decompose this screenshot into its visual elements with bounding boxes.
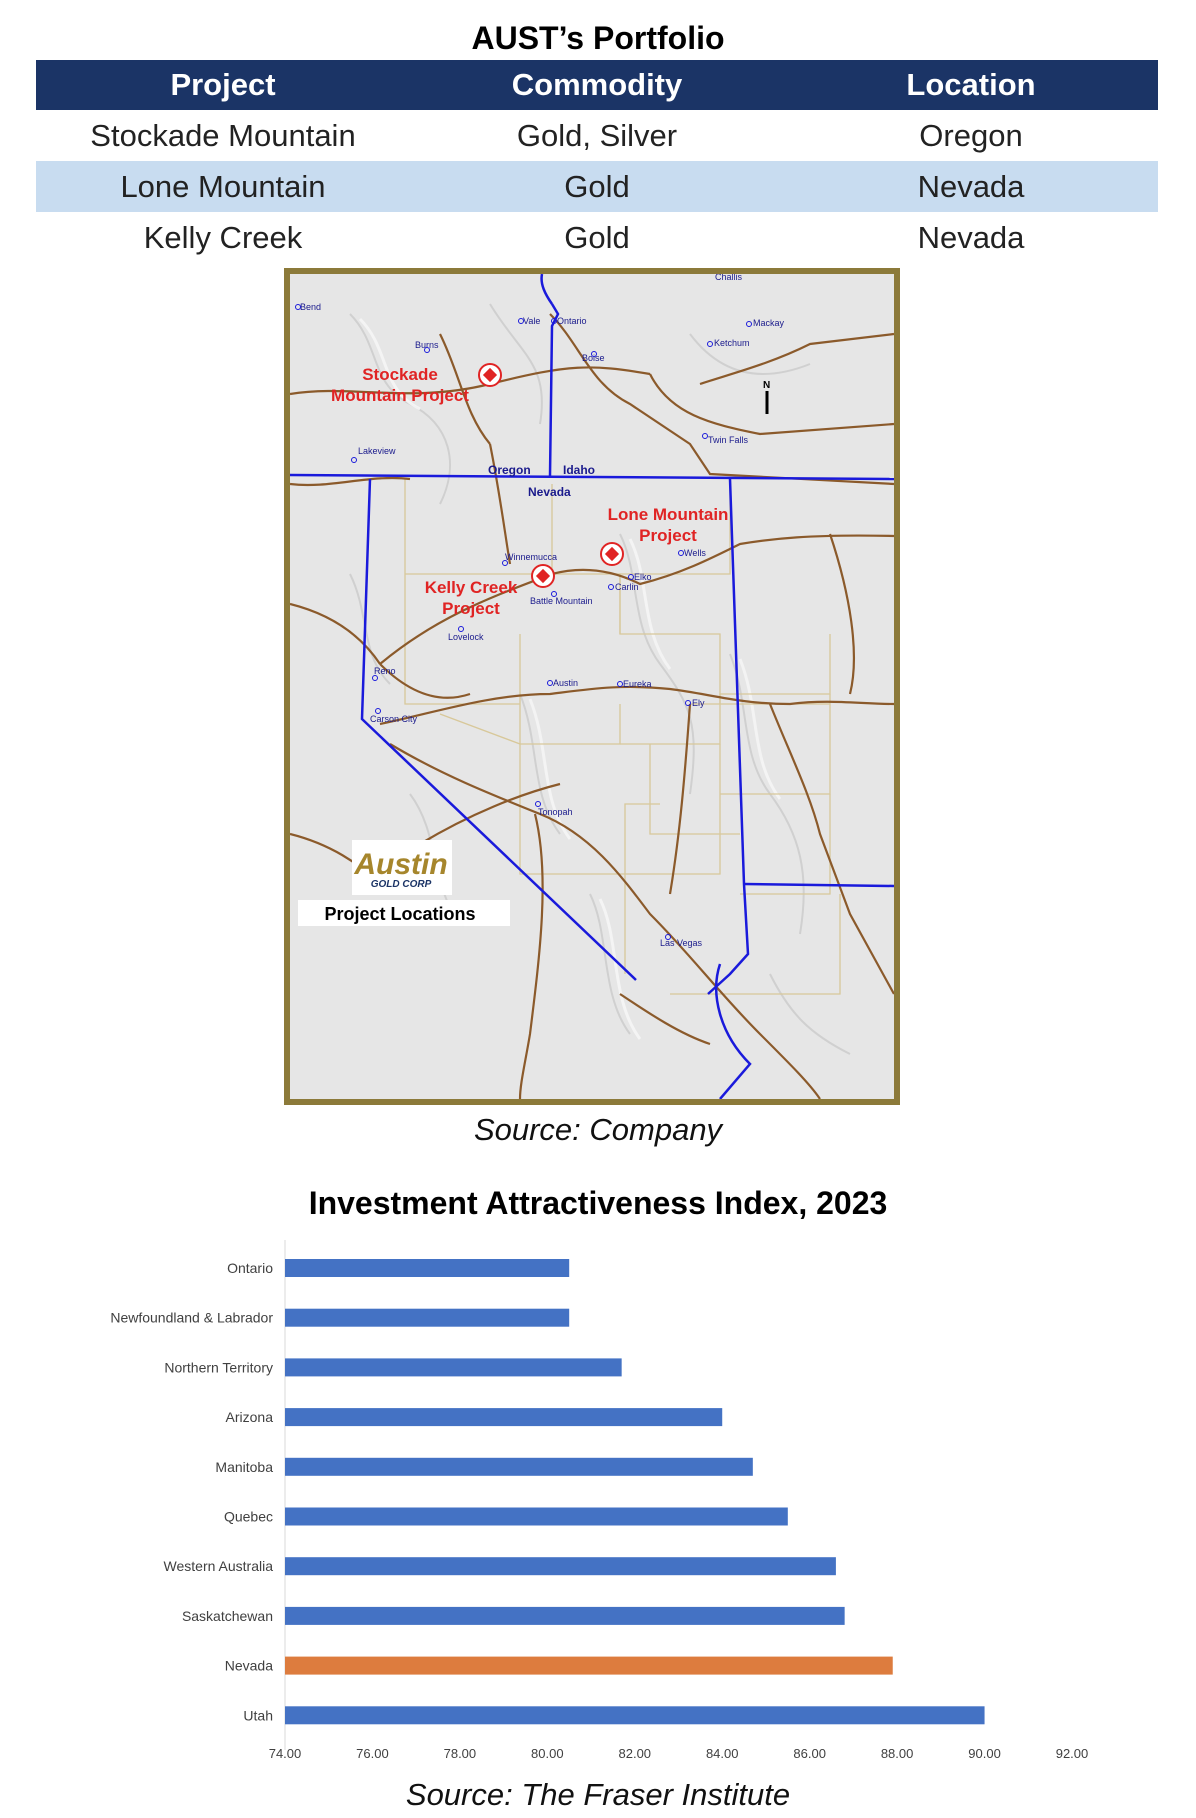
cell-commodity: Gold (564, 219, 630, 255)
cell-project: Lone Mountain (36, 161, 410, 212)
city-lovelock: Lovelock (448, 632, 484, 642)
svg-text:GOLD CORP: GOLD CORP (370, 879, 432, 890)
y-tick-label: Utah (243, 1707, 273, 1724)
bar-utah (285, 1706, 985, 1724)
city-eureka: Eureka (623, 679, 652, 689)
city-ketchum: Ketchum (714, 338, 750, 348)
city-twin-falls: Twin Falls (708, 435, 749, 445)
cell-commodity: Gold (410, 161, 784, 212)
project-marker-lone (601, 543, 623, 565)
city-austin: Austin (553, 678, 579, 688)
x-tick-label: 80.00 (531, 1746, 564, 1761)
bar-northern-territory (285, 1358, 622, 1376)
cell-commodity: Gold, Silver (516, 117, 678, 153)
chart-title: Investment Attractiveness Index, 2023 (308, 1185, 888, 1221)
project-label-stockade: Mountain Project (331, 386, 469, 405)
header-commodity: Commodity (410, 60, 784, 110)
map-caption: Project Locations (324, 904, 476, 924)
bar-ontario (285, 1259, 569, 1277)
table-row (36, 110, 1158, 161)
svg-text:N: N (763, 380, 771, 391)
y-tick-label: Western Australia (163, 1558, 273, 1575)
city-challis: Challis (715, 274, 743, 282)
cell-location: Nevada (784, 161, 1158, 212)
y-tick-label: Quebec (223, 1508, 273, 1525)
bar-western-australia (285, 1557, 836, 1575)
y-tick-label: Ontario (227, 1260, 273, 1276)
city-ontario: Ontario (557, 316, 587, 326)
portfolio-table (36, 60, 1158, 263)
header-project: Project (36, 60, 410, 110)
y-tick-label: Nevada (224, 1657, 273, 1674)
x-tick-label: 92.00 (1055, 1746, 1089, 1761)
bar-newfoundland-labrador (285, 1309, 569, 1327)
bar-chart (0, 1230, 1196, 1770)
x-tick-label: 88.00 (880, 1746, 914, 1761)
project-marker-stockade (479, 364, 501, 386)
portfolio-title: AUST’s Portfolio (471, 20, 725, 56)
city-reno: Reno (374, 666, 396, 676)
project-label-kelly: Project (442, 599, 500, 618)
cell-project: Kelly Creek (143, 219, 303, 255)
bar-nevada (285, 1657, 893, 1675)
city-tonopah: Tonopah (538, 807, 573, 817)
state-oregon: Oregon (488, 463, 531, 477)
cell-location: Oregon (919, 117, 1023, 153)
svg-text:Austin: Austin (354, 848, 448, 881)
city-lakeview: Lakeview (358, 446, 396, 456)
project-label-kelly: Kelly Creek (424, 578, 518, 597)
city-elko: Elko (634, 572, 652, 582)
y-tick-label: Arizona (225, 1409, 273, 1426)
city-winnemucca: Winnemucca (505, 552, 558, 562)
city-battle-mountain: Battle Mountain (530, 596, 593, 606)
bar-manitoba (285, 1458, 753, 1476)
bar-arizona (285, 1408, 722, 1426)
table-header-row (36, 60, 1158, 110)
map-source: Source: Company (473, 1112, 723, 1147)
project-label-stockade: Stockade (362, 365, 438, 384)
cell-project: Stockade Mountain (90, 117, 356, 153)
table-row (36, 212, 1158, 263)
city-carlin: Carlin (615, 582, 639, 592)
city-carson-city: Carson City (370, 714, 418, 724)
x-tick-label: 78.00 (443, 1746, 477, 1761)
y-tick-label: Northern Territory (164, 1359, 273, 1376)
bar-quebec (285, 1508, 788, 1526)
x-tick-label: 84.00 (705, 1746, 739, 1761)
x-tick-label: 90.00 (968, 1746, 1001, 1761)
project-label-lone: Lone Mountain (607, 505, 729, 524)
x-tick-label: 74.00 (268, 1746, 302, 1761)
header-location: Location (784, 60, 1158, 110)
city-mackay: Mackay (753, 318, 785, 328)
x-tick-label: 82.00 (618, 1746, 652, 1761)
project-marker-kelly (532, 565, 554, 587)
project-map (284, 268, 900, 1105)
state-idaho: Idaho (563, 463, 595, 477)
chart-source: Source: The Fraser Institute (405, 1777, 791, 1812)
city-las-vegas: Las Vegas (660, 938, 703, 948)
state-nevada: Nevada (528, 485, 571, 499)
y-tick-label: Saskatchewan (181, 1607, 273, 1624)
city-vale: Vale (523, 316, 541, 326)
city-burns: Burns (415, 340, 439, 350)
x-tick-label: 76.00 (356, 1746, 389, 1761)
company-logo (352, 840, 452, 895)
x-tick-label: 86.00 (793, 1746, 826, 1761)
project-label-lone: Project (639, 526, 697, 545)
y-tick-label: Manitoba (215, 1458, 273, 1475)
city-bend: Bend (300, 302, 322, 312)
city-ely: Ely (692, 698, 705, 708)
table-row (36, 161, 1158, 212)
bar-saskatchewan (285, 1607, 845, 1625)
city-wells: Wells (684, 548, 706, 558)
cell-location: Nevada (917, 219, 1025, 255)
y-tick-label: Newfoundland & Labrador (110, 1309, 273, 1326)
city-boise: Boise (582, 353, 605, 363)
